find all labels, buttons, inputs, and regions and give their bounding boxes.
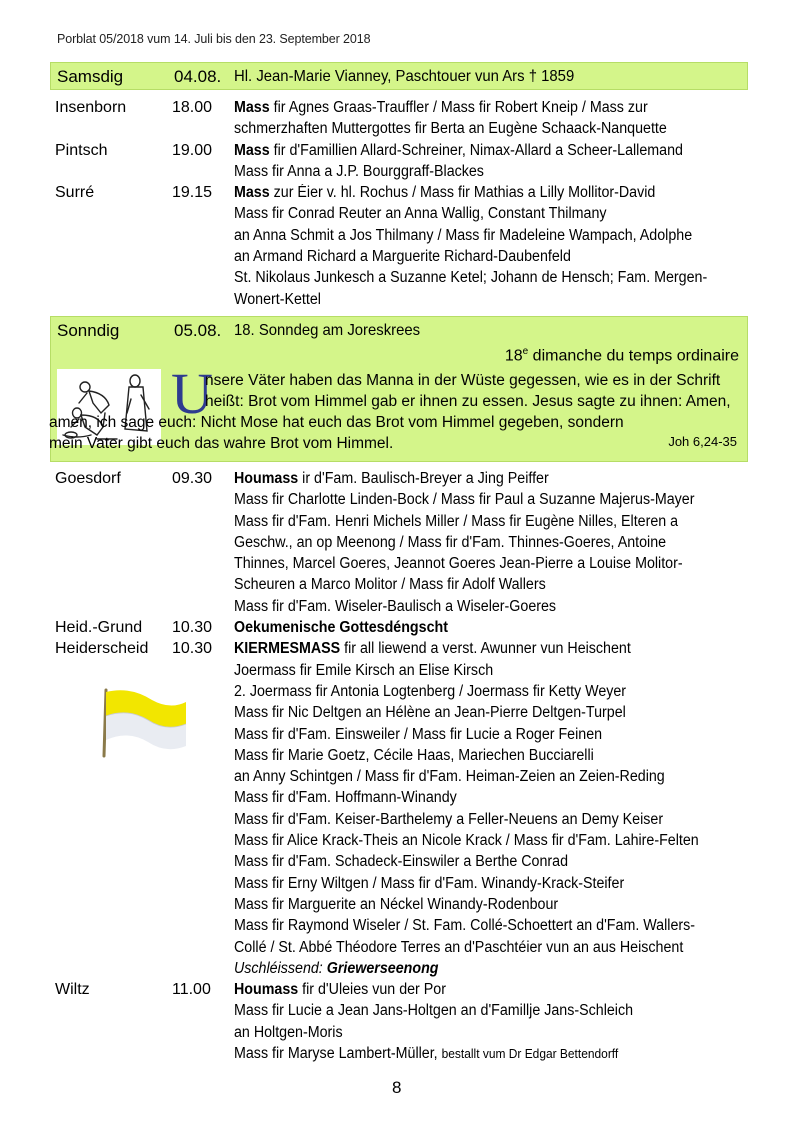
reading-line: nsere Väter haben das Manna in der Wüste gegessen, wie es in der Schrift bbox=[205, 372, 721, 389]
date-label: 05.08. bbox=[174, 321, 222, 340]
schedule-row-pintsch bbox=[50, 140, 750, 183]
intention-line: schmerzhaften Muttergottes fir Berta an Eugène Schaack-Nanquette bbox=[234, 120, 667, 138]
schedule-row-heid-grund bbox=[50, 617, 750, 638]
lead-word: KIERMESMASS bbox=[234, 640, 341, 658]
mass-time: 19.15 bbox=[172, 184, 213, 202]
intention-line: an Anna Schmit a Jos Thilmany / Mass fir Madeleine Wampach, Adolphe bbox=[234, 226, 693, 244]
intention-line: Mass fir Marie Goetz, Cécile Haas, Mariechen Bucciarelli bbox=[234, 746, 594, 764]
reading-line: amen, ich sage euch: Nicht Mose hat euch das Brot vom Himmel gegeben, sondern bbox=[49, 414, 624, 431]
gospel-reading bbox=[49, 370, 743, 454]
page-number: 8 bbox=[392, 1078, 402, 1097]
papal-flag bbox=[100, 688, 190, 758]
mass-time: 18.00 bbox=[172, 99, 213, 116]
scripture-reference: Joh 6,24-35 bbox=[668, 434, 737, 449]
intention-line: Wonert-Kettel bbox=[234, 290, 321, 308]
intention-line: Mass fir Agnes Graas-Trauffler / Mass fir Robert Kneip / Mass zur bbox=[234, 99, 648, 116]
place-name: Pintsch bbox=[55, 141, 108, 159]
day-label: Samsdig bbox=[57, 67, 124, 86]
schedule-row-surre bbox=[50, 182, 750, 310]
place-name: Wiltz bbox=[55, 981, 90, 999]
intention-line: Mass fir d'Fam. Wiseler-Baulisch a Wiseler-Goeres bbox=[234, 597, 557, 615]
intentions bbox=[234, 617, 749, 638]
intentions bbox=[234, 979, 749, 1064]
intention-line: Mass fir d'Fam. Hoffmann-Winandy bbox=[234, 789, 457, 807]
intention-line: Collé / St. Abbé Théodore Terres an d'Paschtéier vun an aus Heischent bbox=[234, 938, 684, 956]
lead-word: Mass bbox=[234, 141, 270, 159]
schedule-row-wiltz bbox=[50, 979, 750, 1064]
intention-line: Mass zur Éier v. hl. Rochus / Mass fir Mathias a Lilly Mollitor-David bbox=[234, 184, 656, 202]
lead-word: Houmass bbox=[234, 981, 299, 999]
mass-time: 19.00 bbox=[172, 141, 213, 159]
intention-line: Mass fir d'Fam. Keiser-Barthelemy a Feller-Neuens an Demy Keiser bbox=[234, 810, 664, 828]
intention-line: Geschw., an op Meenong / Mass fir d'Fam. Thinnes-Goeres, Antoine bbox=[234, 533, 667, 551]
place-name: Heiderscheid bbox=[55, 640, 149, 658]
intention-main: Mass fir Maryse Lambert-Müller, bbox=[234, 1045, 438, 1063]
intention-line: Joermass fir Emile Kirsch an Elise Kirsch bbox=[234, 661, 494, 679]
place-name: Insenborn bbox=[55, 99, 127, 116]
intention-line: Mass fir Marguerite an Néckel Winandy-Rodenbour bbox=[234, 895, 559, 913]
intention-line: Mass fir Nic Deltgen an Hélène an Jean-Pierre Deltgen-Turpel bbox=[234, 704, 626, 722]
intention-line: KIERMESMASS fir all liewend a verst. Awunner vun Heischent bbox=[234, 640, 631, 658]
mass-time: 10.30 bbox=[172, 619, 213, 637]
sonndig-header-band bbox=[50, 316, 748, 462]
intention-line: Mass fir Erny Wiltgen / Mass fir d'Fam. Winandy-Krack-Steifer bbox=[234, 874, 625, 892]
intention-line: Mass fir Raymond Wiseler / St. Fam. Collé-Schoettert an d'Fam. Wallers- bbox=[234, 917, 696, 935]
intention-line: an Anny Schintgen / Mass fir d'Fam. Heiman-Zeien an Zeien-Reding bbox=[234, 768, 665, 786]
drop-cap: U bbox=[171, 361, 213, 426]
intention-line: Houmass fir d'Uleies vun der Por bbox=[234, 981, 446, 999]
mass-time: 09.30 bbox=[172, 470, 213, 487]
after-mass-label: Uschléissend: bbox=[234, 959, 323, 977]
running-header: Porblat 05/2018 vum 14. Juli bis den 23. September 2018 bbox=[57, 32, 371, 46]
lead-word: Mass bbox=[234, 99, 270, 116]
date-label: 04.08. bbox=[174, 67, 222, 86]
intention-line: an Armand Richard a Marguerite Richard-Daubenfeld bbox=[234, 248, 571, 266]
intention-line bbox=[234, 617, 749, 638]
intention-line: Houmass ir d'Fam. Baulisch-Breyer a Jing Peiffer bbox=[234, 470, 549, 487]
after-mass-value: Griewerseenong bbox=[326, 959, 439, 977]
intention-note: bestallt vum Dr Edgar Bettendorff bbox=[441, 1046, 619, 1062]
intention-line: Mass fir Alice Krack-Theis an Nicole Krack / Mass fir d'Fam. Lahire-Felten bbox=[234, 832, 699, 850]
feast-title-french: 18e dimanche du temps ordinaire bbox=[504, 346, 739, 365]
lead-word: Oekumenische Gottesdéngscht bbox=[234, 619, 448, 637]
day-label: Sonndig bbox=[57, 321, 120, 340]
intentions bbox=[234, 638, 749, 979]
intention-line: Mass fir d'Fam. Henri Michels Miller / Mass fir Eugène Nilles, Elteren a bbox=[234, 512, 679, 530]
intention-line: Mass fir d'Fam. Einsweiler / Mass fir Lucie a Roger Feinen bbox=[234, 725, 603, 743]
intention-line: Mass fir Charlotte Linden-Bock / Mass fir Paul a Suzanne Majerus-Mayer bbox=[234, 491, 695, 509]
samsdig-schedule bbox=[50, 97, 750, 310]
intention-line: Mass fir Lucie a Jean Jans-Holtgen an d'Famillje Jans-Schleich bbox=[234, 1002, 634, 1020]
place-name: Heid.-Grund bbox=[55, 619, 143, 637]
intention-line: 2. Joermass fir Antonia Logtenberg / Joermass fir Ketty Weyer bbox=[234, 682, 627, 700]
intentions bbox=[234, 468, 749, 617]
reading-line: mein Vater gibt euch das wahre Brot vom Himmel. bbox=[49, 435, 394, 452]
intention-line: Mass fir d'Fam. Schadeck-Einswiler a Berthe Conrad bbox=[234, 853, 569, 871]
intention-line: Mass fir Anna a J.P. Bourggraff-Blackes bbox=[234, 162, 484, 180]
schedule-row-goesdorf bbox=[50, 468, 750, 617]
after-mass-line bbox=[234, 958, 749, 979]
intentions bbox=[234, 140, 749, 183]
flag-icon bbox=[100, 688, 190, 758]
lead-word: Houmass bbox=[234, 470, 299, 487]
intention-line: Thinnes, Marcel Goeres, Jeannot Goeres Jean-Pierre a Louise Molitor- bbox=[234, 555, 683, 573]
mass-time: 10.30 bbox=[172, 640, 213, 658]
feast-label: Hl. Jean-Marie Vianney, Paschtouer vun Ars † 1859 bbox=[234, 68, 575, 85]
place-name: Surré bbox=[55, 184, 95, 202]
intention-line: St. Nikolaus Junkesch a Suzanne Ketel; Johann de Hensch; Fam. Mergen- bbox=[234, 269, 708, 287]
intention-line bbox=[234, 1043, 749, 1064]
intention-line: Scheuren a Marco Molitor / Mass fir Adolf Wallers bbox=[234, 576, 546, 594]
intentions bbox=[234, 97, 749, 140]
intention-line: an Holtgen-Moris bbox=[234, 1023, 343, 1041]
lead-word: Mass bbox=[234, 184, 270, 202]
intention-line: Mass fir d'Famillien Allard-Schreiner, Nimax-Allard a Scheer-Lallemand bbox=[234, 141, 683, 159]
schedule-row-insenborn bbox=[50, 97, 750, 140]
sonndig-schedule bbox=[50, 468, 750, 1064]
mass-time: 11.00 bbox=[172, 981, 211, 999]
samsdig-header-band bbox=[50, 62, 748, 90]
intentions bbox=[234, 182, 749, 310]
feast-label: 18. Sonndeg am Joreskrees bbox=[234, 322, 421, 339]
reading-line: heißt: Brot vom Himmel gab er ihnen zu essen. Jesus sagte zu ihnen: Amen, bbox=[205, 393, 731, 410]
intention-line: Mass fir Conrad Reuter an Anna Wallig, Constant Thilmany bbox=[234, 205, 607, 223]
place-name: Goesdorf bbox=[55, 470, 121, 487]
